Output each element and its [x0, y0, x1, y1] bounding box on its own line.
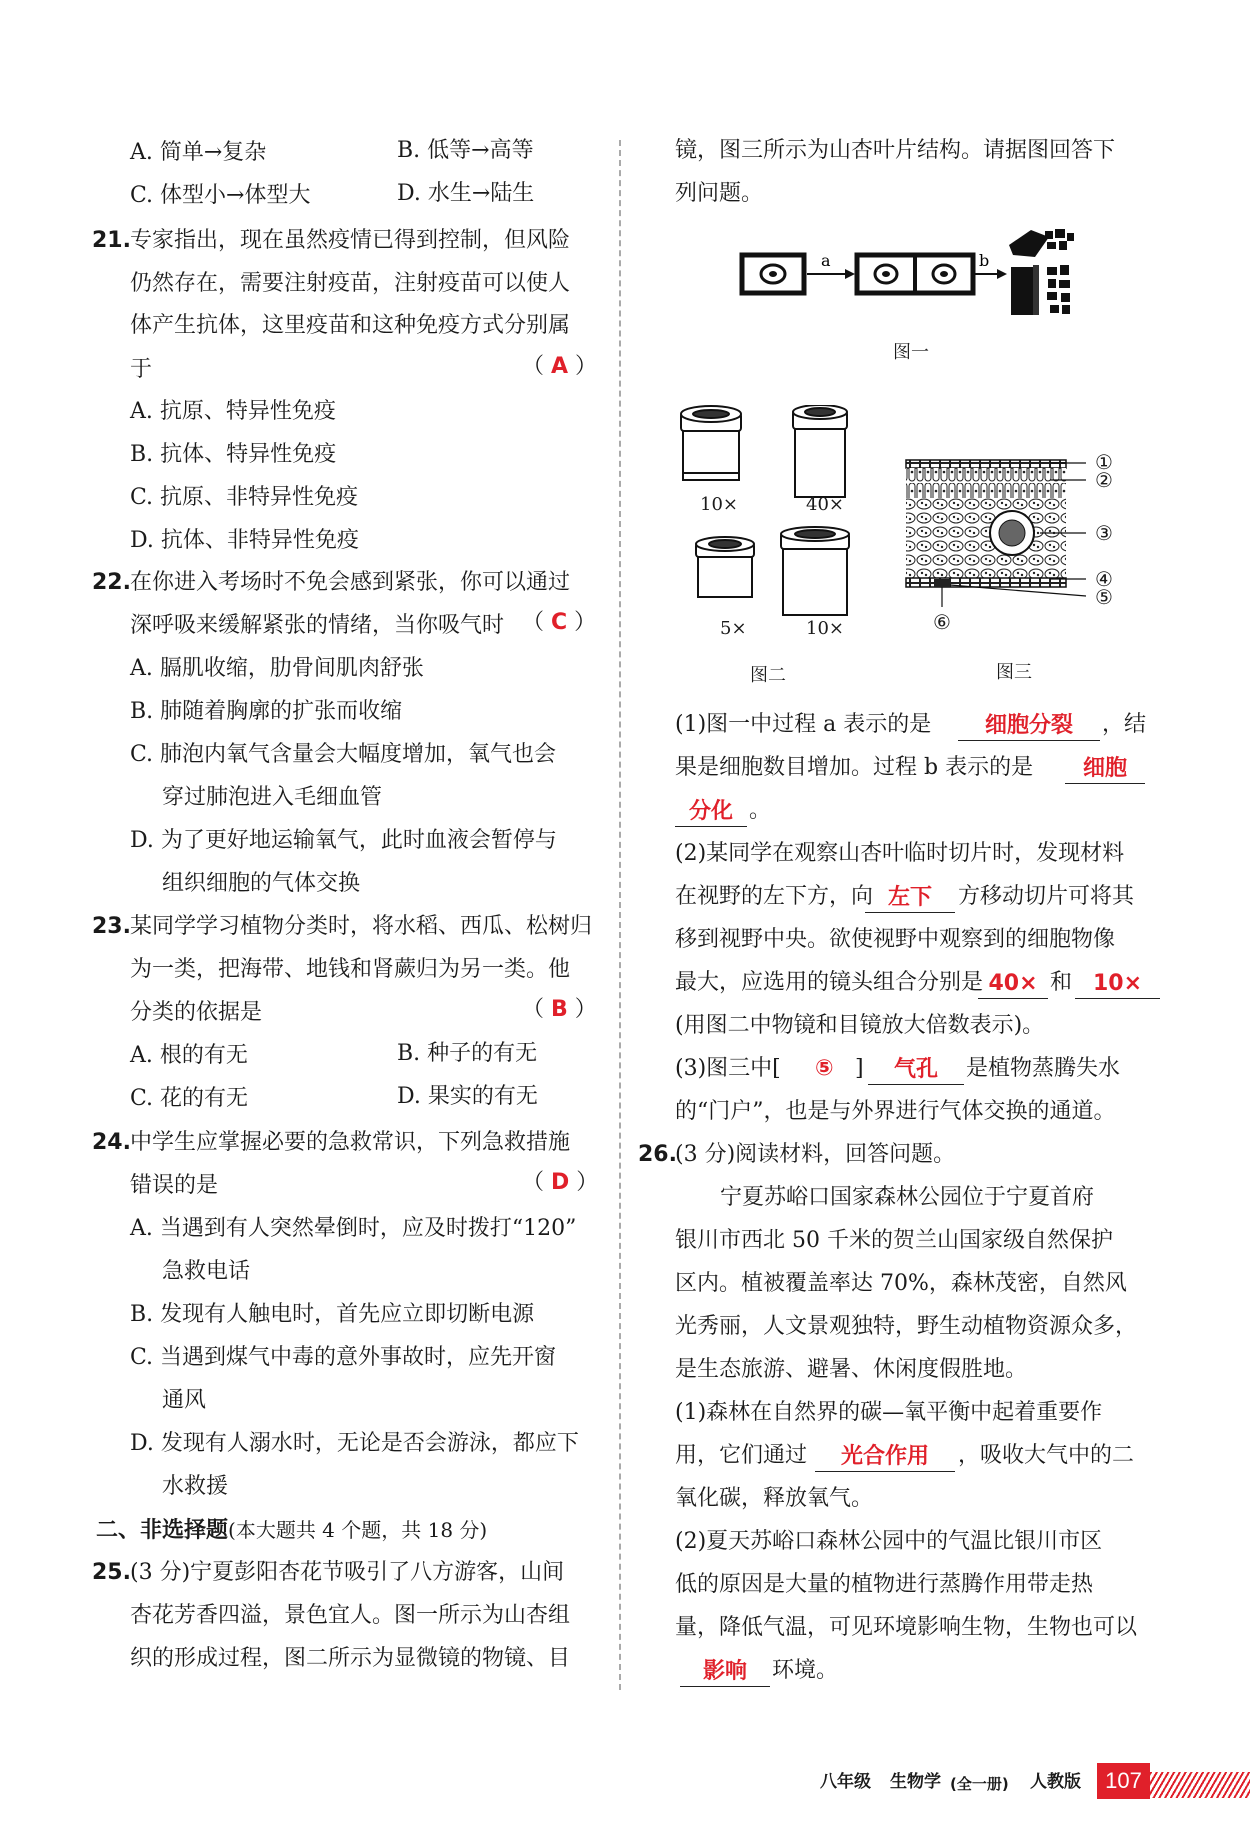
- figure-1-cell-development: [735, 225, 1075, 325]
- q21-option-d: D. 抗体、非特异性免疫: [130, 528, 359, 553]
- q23-stem-line: 分类的依据是: [130, 1000, 263, 1025]
- q24-answer: D: [551, 1170, 570, 1195]
- q23-number: 23.: [92, 914, 131, 939]
- label-b: b: [979, 251, 990, 270]
- q25-stem-line: 镜，图三所示为山杏叶片结构。请据图回答下: [675, 138, 1116, 163]
- q25-stem-line: 织的形成过程，图二所示为显微镜的物镜、目: [130, 1646, 571, 1671]
- q20-option-c: C. 体型小→体型大: [130, 183, 311, 208]
- objective-lens-10x: [781, 527, 849, 615]
- q25-sub2-answer-objective: 40×: [978, 970, 1048, 999]
- q23-option-c: C. 花的有无: [130, 1086, 249, 1111]
- q21-stem-line: 体产生抗体，这里疫苗和这种免疫方式分别属: [130, 313, 571, 338]
- q24-option-b: B. 发现有人触电时，首先应立即切断电源: [130, 1302, 535, 1327]
- footer-edition: 人教版: [1030, 1772, 1081, 1792]
- lens-label: 10×: [700, 494, 738, 515]
- q26-number: 26.: [638, 1142, 677, 1167]
- q24-option-a: A. 当遇到有人突然晕倒时，应及时拨打“120”: [130, 1216, 577, 1241]
- q23-option-d: D. 果实的有无: [397, 1084, 538, 1109]
- q26-passage-line: 是生态旅游、避暑、休闲度假胜地。: [675, 1357, 1028, 1382]
- section-2-heading: [96, 1515, 487, 1546]
- objective-lens-40x: [793, 405, 847, 497]
- q24-option-d: D. 发现有人溺水时，无论是否会游泳，都应下: [130, 1431, 579, 1456]
- column-divider: [619, 140, 621, 1690]
- q25-sub3-text: (3)图三中[: [675, 1056, 781, 1081]
- q24-stem-line: 错误的是: [130, 1173, 219, 1198]
- figure-3-caption: 图三: [996, 662, 1032, 683]
- q25-sub2-text: 和: [1050, 970, 1073, 995]
- q25-sub1-answer-b: 细胞: [1065, 755, 1145, 784]
- q25-sub3-answer-number: ⑤: [815, 1056, 834, 1081]
- q21-number: 21.: [92, 228, 131, 253]
- lens-label: 10×: [806, 618, 844, 639]
- q22-stem-line: 深呼吸来缓解紧张的情绪，当你吸气时: [130, 613, 505, 638]
- q25-sub1-text: ，结: [1102, 712, 1147, 737]
- q22-number: 22.: [92, 570, 131, 595]
- q25-stem-line: 列问题。: [675, 181, 764, 206]
- q26-sub2-text: 环境。: [772, 1658, 839, 1683]
- q23-answer: B: [551, 997, 568, 1022]
- q26-sub2-answer: 影响: [680, 1658, 770, 1687]
- q21-stem-line: 专家指出，现在虽然疫情已得到控制，但风险: [130, 228, 571, 253]
- q23-stem-line: 为一类，把海带、地钱和肾蕨归为另一类。他: [130, 957, 571, 982]
- structure-label-1: ①: [1095, 450, 1113, 474]
- two-cells: [857, 255, 973, 293]
- structure-label-5: ⑤: [1095, 585, 1113, 609]
- page-number: 107: [1097, 1763, 1150, 1799]
- q25-stem-line: 杏花芳香四溢，景色宜人。图一所示为山杏组: [130, 1603, 571, 1628]
- vein-core: [999, 520, 1025, 546]
- q25-sub2-text: 最大，应选用的镜头组合分别是: [675, 970, 984, 995]
- footer-volume: (全一册): [950, 1775, 1009, 1793]
- tissues: [1009, 229, 1074, 315]
- q25-sub1-text: 果是细胞数目增加。过程 b 表示的是: [675, 755, 1034, 780]
- q22-answer: C: [551, 610, 568, 635]
- structure-label-3: ③: [1095, 521, 1113, 545]
- q25-sub2-text: (用图二中物镜和目镜放大倍数表示)。: [675, 1013, 1045, 1038]
- palisade-tissue: [906, 468, 1066, 498]
- q21-option-a: A. 抗原、特异性免疫: [130, 399, 336, 424]
- q24-option-c-cont: 通风: [162, 1388, 207, 1413]
- q22-option-a: A. 膈肌收缩，肋骨间肌肉舒张: [130, 656, 424, 681]
- q25-number: 25.: [92, 1560, 131, 1585]
- q20-option-d: D. 水生→陆生: [397, 181, 535, 206]
- q22-option-d: D. 为了更好地运输氧气，此时血液会暂停与: [130, 828, 557, 853]
- q24-option-c: C. 当遇到煤气中毒的意外事故时，应先开窗: [130, 1345, 557, 1370]
- q25-stem-line: (3 分)宁夏彭阳杏花节吸引了八方游客，山间: [130, 1560, 565, 1585]
- q26-heading: (3 分)阅读材料，回答问题。: [675, 1142, 956, 1167]
- q23-option-a: A. 根的有无: [130, 1043, 248, 1068]
- q26-sub1-text: 氧化碳，释放氧气。: [675, 1486, 874, 1511]
- q25-sub2-answer-eyepiece: 10×: [1075, 970, 1160, 999]
- q21-stem-line: 仍然存在，需要注射疫苗，注射疫苗可以使人: [130, 271, 571, 296]
- lower-epidermis: [906, 578, 1066, 587]
- structure-label-2: ②: [1095, 468, 1113, 492]
- q23-answer-bracket: （ B ）: [522, 997, 597, 1022]
- figure-1-caption: 图一: [893, 342, 929, 363]
- q26-sub2-text: 低的原因是大量的植物进行蒸腾作用带走热: [675, 1572, 1094, 1597]
- q23-stem-line: 某同学学习植物分类时，将水稻、西瓜、松树归: [130, 914, 593, 939]
- single-cell: [742, 255, 804, 293]
- spongy-tissue: [906, 498, 1066, 578]
- structure-label-4: ④: [1095, 567, 1113, 591]
- q25-sub3-answer-name: 气孔: [868, 1056, 964, 1085]
- eyepiece-lens-10x: [681, 406, 741, 480]
- q25-sub1-answer-b-cont: 分化: [675, 798, 747, 827]
- q22-stem-line: 在你进入考场时不免会感到紧张，你可以通过: [130, 570, 571, 595]
- arrow-b-head: [997, 269, 1007, 279]
- footer-subject: 生物学: [890, 1772, 941, 1792]
- figure-3-leaf-section: [900, 455, 1100, 625]
- structure-label-6: ⑥: [933, 610, 951, 634]
- footer-grade: 八年级: [820, 1772, 871, 1792]
- q21-option-b: B. 抗体、特异性免疫: [130, 442, 337, 467]
- q20-option-a: A. 简单→复杂: [130, 140, 267, 165]
- q21-answer-bracket: （ A ）: [522, 354, 598, 379]
- stoma: [934, 579, 950, 587]
- q25-sub2-text: (2)某同学在观察山杏叶临时切片时，发现材料: [675, 841, 1125, 866]
- q23-option-b: B. 种子的有无: [397, 1041, 538, 1066]
- q25-sub3-text: ]: [855, 1056, 864, 1081]
- q26-passage-line: 区内。植被覆盖率达 70%，森林茂密，自然风: [675, 1271, 1127, 1296]
- q22-option-b: B. 肺随着胸廓的扩张而收缩: [130, 699, 403, 724]
- q26-sub1-text: (1)森林在自然界的碳—氧平衡中起着重要作: [675, 1400, 1103, 1425]
- q22-option-c-cont: 穿过肺泡进入毛细血管: [162, 785, 383, 810]
- q25-sub3-text: 的“门户”，也是与外界进行气体交换的通道。: [675, 1099, 1116, 1124]
- q22-option-d-cont: 组织细胞的气体交换: [162, 871, 361, 896]
- q21-answer: A: [551, 354, 569, 379]
- q24-option-d-cont: 水救援: [162, 1474, 229, 1499]
- q25-sub1-answer-a: 细胞分裂: [958, 712, 1100, 741]
- q26-passage-line: 光秀丽，人文景观独特，野生动植物资源众多，: [675, 1314, 1138, 1339]
- eyepiece-lens-5x: [696, 537, 754, 597]
- label-a: a: [821, 251, 831, 270]
- q22-answer-bracket: （ C ）: [522, 610, 597, 635]
- lens-label: 5×: [720, 618, 747, 639]
- q25-sub1-text: (1)图一中过程 a 表示的是: [675, 712, 932, 737]
- q20-option-b: B. 低等→高等: [397, 138, 534, 163]
- footer-decoration: [1150, 1772, 1250, 1798]
- q24-option-a-cont: 急救电话: [162, 1259, 251, 1284]
- q25-sub2-text: 方移动切片可将其: [958, 884, 1135, 909]
- upper-epidermis: [906, 460, 1066, 468]
- q24-stem-line: 中学生应掌握必要的急救常识，下列急救措施: [130, 1130, 571, 1155]
- lens-label: 40×: [806, 494, 844, 515]
- arrow-a-head: [845, 269, 855, 279]
- q25-sub2-text: 在视野的左下方，向: [675, 884, 874, 909]
- q21-option-c: C. 抗原、非特异性免疫: [130, 485, 359, 510]
- q26-sub2-text: (2)夏天苏峪口森林公园中的气温比银川市区: [675, 1529, 1103, 1554]
- q24-number: 24.: [92, 1130, 131, 1155]
- q26-sub1-text: 用，它们通过: [675, 1443, 808, 1468]
- q22-option-c: C. 肺泡内氧气含量会大幅度增加，氧气也会: [130, 742, 557, 767]
- q25-sub2-answer-direction: 左下: [865, 884, 955, 913]
- section-2-title: 二、非选择题: [96, 1518, 229, 1543]
- q25-sub2-text: 移到视野中央。欲使视野中观察到的细胞物像: [675, 927, 1116, 952]
- q24-answer-bracket: （ D ）: [522, 1170, 599, 1195]
- q25-sub1-text: 。: [749, 798, 772, 823]
- figure-2-caption: 图二: [750, 665, 786, 686]
- q26-passage-line: 银川市西北 50 千米的贺兰山国家级自然保护: [675, 1228, 1113, 1253]
- q26-sub1-answer: 光合作用: [815, 1443, 955, 1472]
- q26-sub1-text: ，吸收大气中的二: [958, 1443, 1135, 1468]
- q26-passage-line: 宁夏苏峪口国家森林公园位于宁夏首府: [720, 1185, 1095, 1210]
- q25-sub3-text: 是植物蒸腾失水: [966, 1056, 1121, 1081]
- q26-sub2-text: 量，降低气温，可见环境影响生物，生物也可以: [675, 1615, 1138, 1640]
- section-2-note: (本大题共 4 个题，共 18 分): [228, 1518, 488, 1542]
- q21-stem-line: 于: [130, 357, 153, 382]
